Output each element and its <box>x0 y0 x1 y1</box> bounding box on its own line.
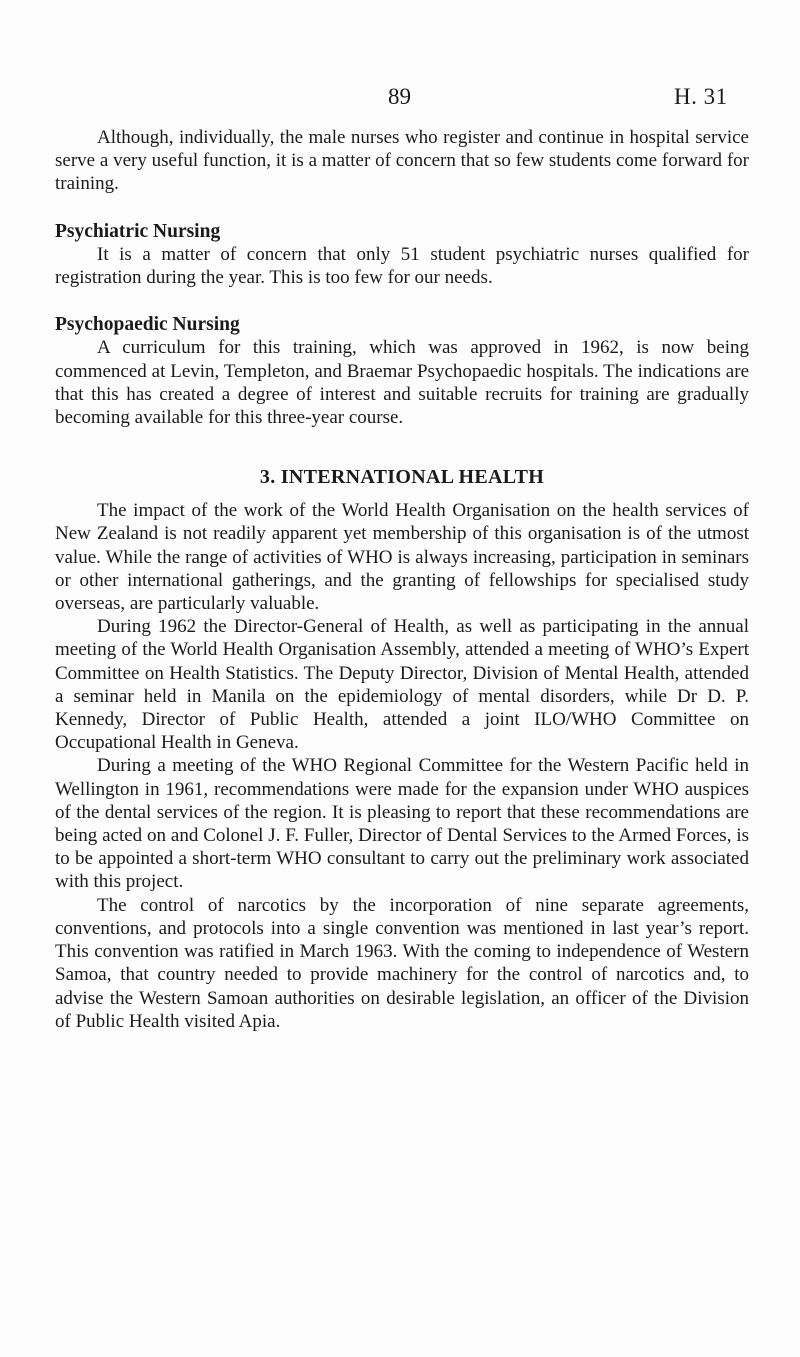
page-body <box>55 126 749 1033</box>
international-health-paragraph: During 1962 the Director-General of Health, as well as participating in the annual meeting of the World Health Organisation Assembly, attended a meeting of WHO’s Expert Committee on Health Statistics. The Deputy Director, Division of Mental Health, attended a seminar held in Manila on the epidemiology of mental disorders, while Dr D. P. Kennedy, Director of Public Health, attended a joint ILO/WHO Committee on Occupational Health in Geneva. <box>55 616 749 754</box>
intro-paragraph: Although, individually, the male nurses who register and continue in hospital service serve a very useful function, it is a matter of concern that so few students come forward for training. <box>55 127 749 195</box>
psychiatric-nursing-paragraph: It is a matter of concern that only 51 student psychiatric nurses qualified for registration during the year. This is too few for our needs. <box>55 243 749 289</box>
international-health-paragraph: During a meeting of the WHO Regional Committee for the Western Pacific held in Wellington in 1961, recommendations were made for the expansion under WHO auspices of the dental services of the region. It is pleasing to report that these recommendations are being acted on and Colonel J. F. Fuller, Director of Dental Services to the Armed Forces, is to be appointed a short-term WHO consultant to carry out the preliminary work associated with this project. <box>55 755 749 893</box>
international-health-heading: 3. INTERNATIONAL HEALTH <box>259 466 545 489</box>
page-header <box>0 84 800 118</box>
international-health-paragraph: The impact of the work of the World Health Organisation on the health services of New Zealand is not readily apparent yet membership of this organisation is of the utmost value. While the range of activities of WHO is always increasing, participation in seminars or other international gatherings, and the granting of fellowships for specialised study overseas, are particularly valuable. <box>55 500 749 615</box>
document-reference: H. 31 <box>674 84 728 109</box>
psychopaedic-nursing-heading: Psychopaedic Nursing <box>55 314 240 336</box>
page-number: 89 <box>388 84 411 109</box>
psychiatric-nursing-heading: Psychiatric Nursing <box>55 220 221 242</box>
international-health-paragraph: The control of narcotics by the incorporation of nine separate agreements, conventions, and protocols into a single convention was mentioned in last year’s report. This convention was ratified in March 1963. With the coming to independence of Western Samoa, that country needed to provide machinery for the control of narcotics and, to advise the Western Samoan authorities on desirable legislation, an officer of the Division of Public Health visited Apia. <box>55 894 749 1032</box>
psychopaedic-nursing-paragraph: A curriculum for this training, which was approved in 1962, is now being commenced at Levin, Templeton, and Braemar Psychopaedic hospitals. The indications are that this has created a degree of interest and suitable recruits for training are gradually becoming available for this three-year course. <box>55 337 749 429</box>
